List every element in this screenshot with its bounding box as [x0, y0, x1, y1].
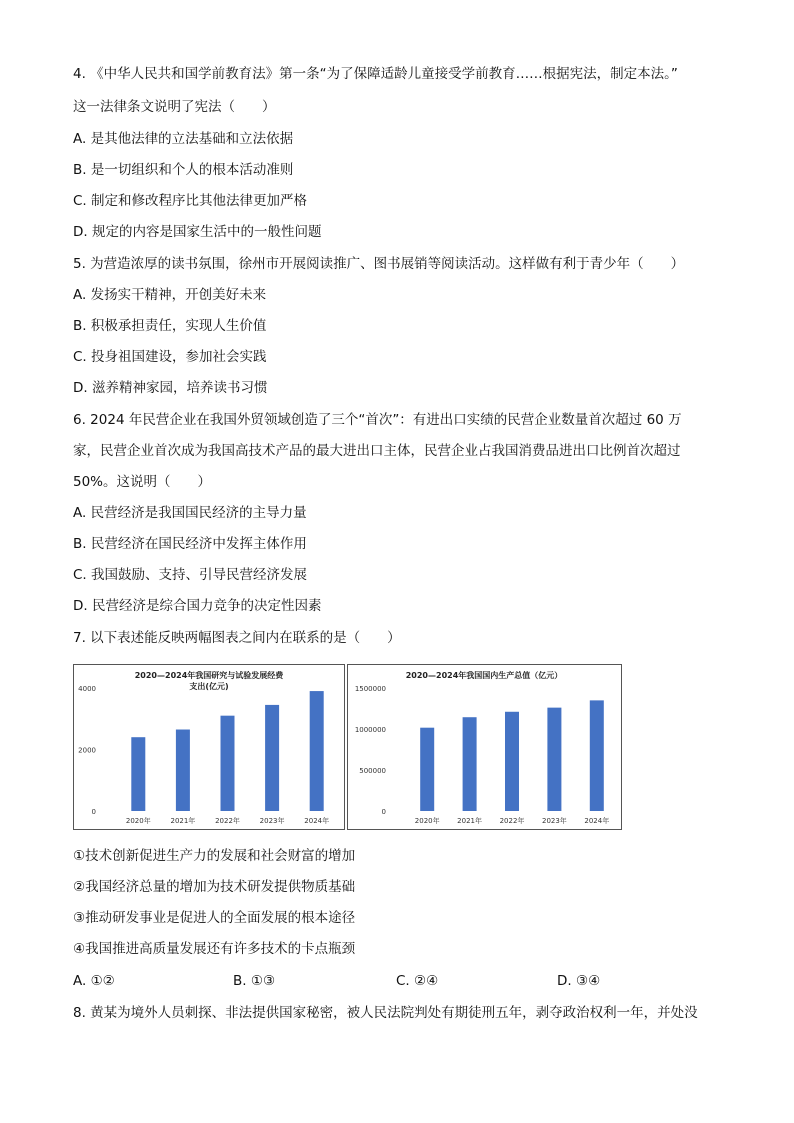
x-tick-label: 2024年 — [584, 817, 610, 825]
bar — [310, 691, 324, 811]
q6-option-d: D. 民营经济是综合国力竞争的决定性因素 — [73, 598, 322, 614]
q5-option-b: B. 积极承担责任，实现人生价值 — [73, 318, 267, 334]
y-tick-label: 0 — [91, 808, 96, 816]
q6-option-c: C. 我国鼓励、支持、引导民营经济发展 — [73, 567, 308, 583]
q7-stem: 7. 以下表述能反映两幅图表之间内在联系的是（ ） — [73, 630, 401, 646]
x-tick-label: 2023年 — [259, 817, 285, 825]
q7-statement-1: ①技术创新促进生产力的发展和社会财富的增加 — [73, 848, 356, 864]
q8-stem-line1: 8. 黄某为境外人员刺探、非法提供国家秘密，被人民法院判处有期徒刑五年，剥夺政治权利一年，并处没 — [73, 1005, 698, 1021]
x-tick-label: 2022年 — [499, 817, 525, 825]
q7-choice-b: B. ①③ — [233, 973, 276, 989]
x-tick-label: 2021年 — [170, 817, 196, 825]
q6-stem-line2: 家，民营企业首次成为我国高技术产品的最大进出口主体，民营企业占我国消费品进出口比例首次超过 — [73, 443, 681, 459]
bar — [463, 717, 477, 811]
q6-option-a: A. 民营经济是我国国民经济的主导力量 — [73, 505, 307, 521]
chart-title-line1: 2020—2024年我国国内生产总值（亿元） — [405, 671, 563, 680]
x-tick-label: 2020年 — [125, 817, 151, 825]
q4-stem-line1: 4. 《中华人民共和国学前教育法》第一条“为了保障适龄儿童接受学前教育……根据宪法，制定本法。” — [73, 66, 678, 82]
q4-option-b: B. 是一切组织和个人的根本活动准则 — [73, 162, 294, 178]
q4-option-a: A. 是其他法律的立法基础和立法依据 — [73, 131, 294, 147]
q7-choice-a: A. ①② — [73, 973, 115, 989]
y-tick-label: 1500000 — [354, 685, 386, 693]
y-tick-label: 0 — [381, 808, 386, 816]
rd-expenditure-chart-svg — [74, 665, 344, 829]
q4-stem-line2: 这一法律条文说明了宪法（ ） — [73, 99, 276, 115]
q5-option-a: A. 发扬实干精神，开创美好未来 — [73, 287, 267, 303]
q7-choice-c: C. ②④ — [396, 973, 439, 989]
bar — [221, 716, 235, 811]
q7-statement-2: ②我国经济总量的增加为技术研发提供物质基础 — [73, 879, 356, 895]
q5-option-d: D. 滋养精神家园，培养读书习惯 — [73, 380, 268, 396]
q4-option-d: D. 规定的内容是国家生活中的一般性问题 — [73, 224, 322, 240]
y-tick-label: 1000000 — [354, 726, 386, 734]
x-tick-label: 2024年 — [304, 817, 330, 825]
x-tick-label: 2021年 — [457, 817, 483, 825]
q4-option-c: C. 制定和修改程序比其他法律更加严格 — [73, 193, 308, 209]
q5-stem: 5. 为营造浓厚的读书氛围，徐州市开展阅读推广、图书展销等阅读活动。这样做有利于青少年（ ） — [73, 256, 685, 272]
bar — [505, 712, 519, 811]
gdp-chart-svg — [348, 665, 621, 829]
y-tick-label: 2000 — [78, 746, 96, 755]
x-tick-label: 2020年 — [414, 817, 440, 825]
q7-statement-4: ④我国推进高质量发展还有许多技术的卡点瓶颈 — [73, 941, 356, 957]
bar — [590, 700, 604, 811]
x-tick-label: 2023年 — [541, 817, 567, 825]
chart-title-line2: 支出(亿元) — [189, 682, 229, 691]
q7-choice-d: D. ③④ — [557, 973, 601, 989]
chart-title-line1: 2020—2024年我国研究与试验发展经费 — [134, 671, 284, 680]
y-tick-label: 4000 — [78, 685, 96, 693]
q5-option-c: C. 投身祖国建设，参加社会实践 — [73, 349, 267, 365]
q6-stem-line1: 6. 2024 年民营企业在我国外贸领域创造了三个“首次”：有进出口实绩的民营企业数量首次超过 60 万 — [73, 412, 682, 428]
bar — [131, 737, 145, 811]
bar — [176, 730, 190, 811]
q6-stem-line3: 50%。这说明（ ） — [73, 474, 212, 490]
x-tick-label: 2022年 — [215, 817, 240, 825]
bar — [265, 705, 279, 811]
q6-option-b: B. 民营经济在国民经济中发挥主体作用 — [73, 536, 307, 552]
rd-expenditure-chart — [73, 664, 345, 830]
bar — [547, 708, 561, 811]
gdp-chart — [347, 664, 622, 830]
bar — [420, 728, 434, 811]
y-tick-label: 500000 — [359, 767, 386, 775]
q7-statement-3: ③推动研发事业是促进人的全面发展的根本途径 — [73, 910, 356, 926]
